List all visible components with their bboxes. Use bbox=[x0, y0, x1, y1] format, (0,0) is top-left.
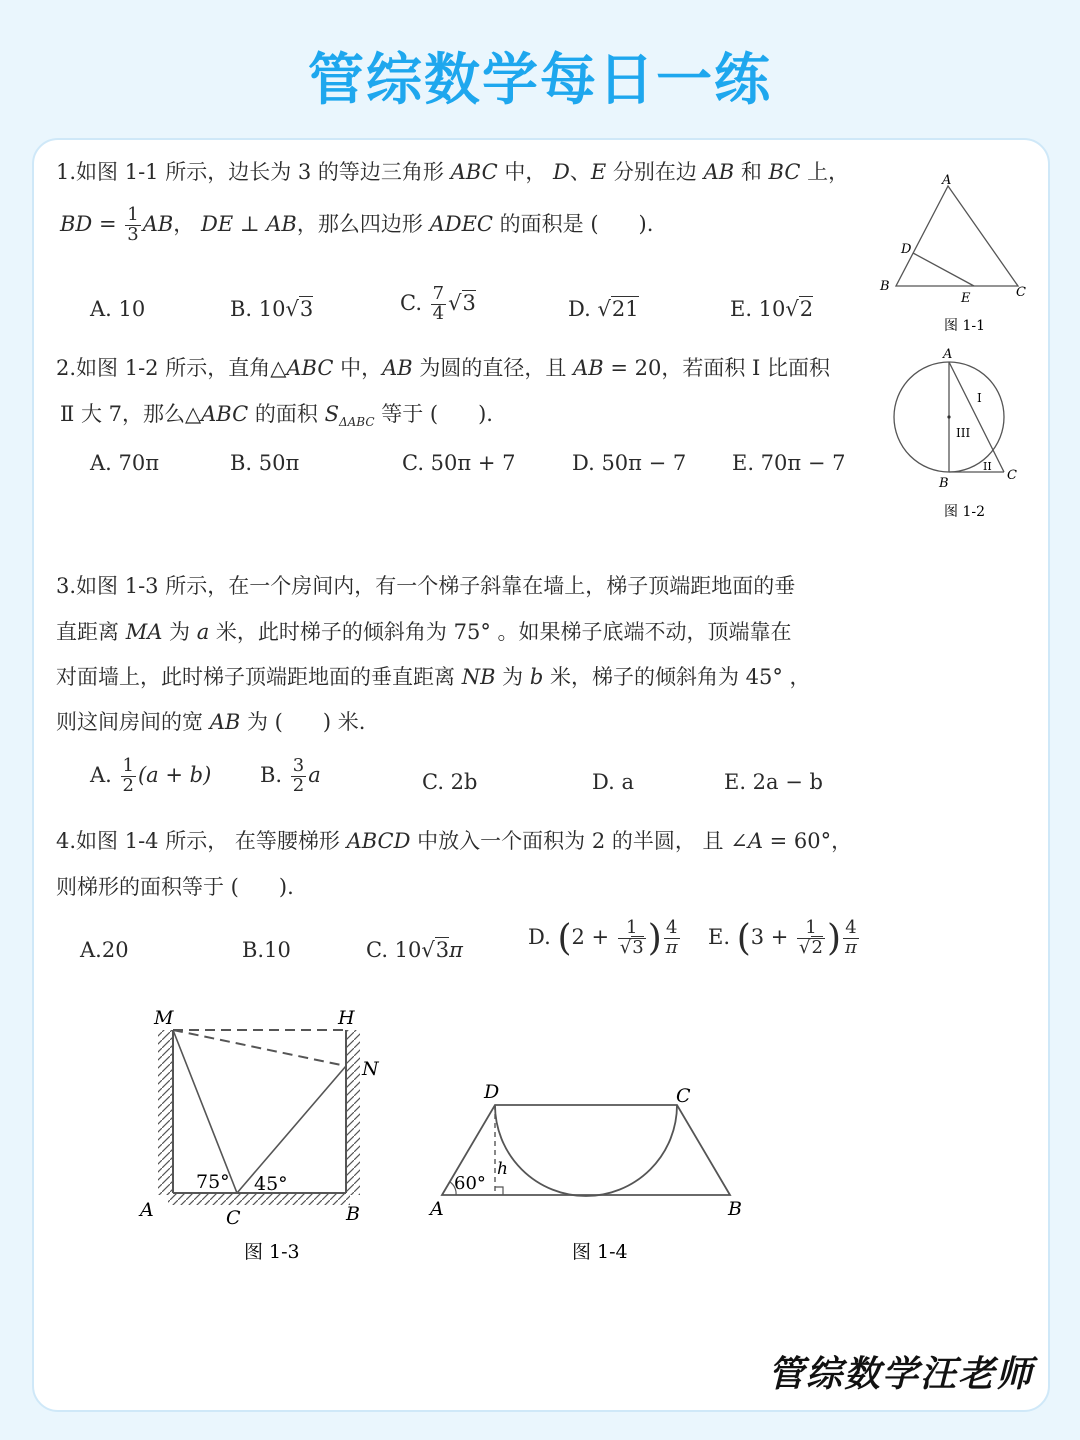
angle-75: 75° bbox=[196, 1171, 230, 1193]
q1-option-d: D. √21 bbox=[568, 297, 639, 321]
segment-ac bbox=[949, 362, 1004, 472]
q2-option-b: B. 50π bbox=[230, 451, 300, 475]
q2-line1: 2.如图 1-2 所示，直角△ABC 中，AB 为圆的直径，且 AB = 20，若面积 Ⅰ 比面积 bbox=[56, 356, 831, 380]
author-signature: 管综数学汪老师 bbox=[768, 1353, 1035, 1395]
ladder-mc bbox=[173, 1030, 237, 1193]
fraction: $\frac{1}{3}$ bbox=[127, 204, 139, 245]
left-wall-hatch bbox=[158, 1030, 172, 1195]
q4-option-b: B.10 bbox=[242, 938, 291, 962]
q3-option-b: B. $\frac{3}{2}$ a bbox=[260, 755, 321, 796]
caption-1-3: 图 1-3 bbox=[244, 1241, 300, 1263]
dashed-mn bbox=[173, 1030, 346, 1066]
q4-line1: 4.如图 1-4 所示， 在等腰梯形 ABCD 中放入一个面积为 2 的半圆， 且 ∠A = 60°， bbox=[56, 829, 853, 853]
q3-option-a: A. $\frac{1}{2}$ (a + b) bbox=[90, 755, 212, 796]
segment-de bbox=[913, 253, 974, 286]
figure-1-1 bbox=[870, 170, 1040, 340]
label-a: A bbox=[430, 1198, 444, 1220]
q4-option-d: D. (2 + $\frac{1}{√3}$ ) $\frac{4}{\pi}$ bbox=[528, 917, 678, 959]
label-b: B bbox=[346, 1203, 360, 1225]
caption-1-2: 图 1-2 bbox=[944, 504, 985, 520]
q1-option-a: A. 10 bbox=[90, 297, 146, 321]
region-2: II bbox=[983, 460, 992, 473]
caption-1-1: 图 1-1 bbox=[944, 318, 985, 334]
label-c: C bbox=[1016, 285, 1026, 300]
label-b: B bbox=[728, 1198, 742, 1220]
label-a: A bbox=[943, 347, 953, 362]
label-h: h bbox=[497, 1159, 508, 1179]
figure-1-4 bbox=[420, 1070, 760, 1270]
q2-line2: Ⅱ 大 7，那么△ABC 的面积 $S_{\Delta ABC}$ 等于 ( ). bbox=[60, 402, 493, 429]
label-n: N bbox=[362, 1058, 379, 1080]
label-b: B bbox=[880, 279, 890, 294]
angle-45: 45° bbox=[254, 1173, 288, 1195]
q1-line2: BD = $\frac{1}{3}$ AB， DE ⊥ AB，那么四边形 ADEC 的面积是 ( ). bbox=[60, 204, 654, 245]
q2-option-a: A. 70π bbox=[90, 451, 160, 475]
label-d: D bbox=[901, 242, 912, 257]
region-3: III bbox=[956, 426, 971, 440]
caption-1-4: 图 1-4 bbox=[572, 1241, 628, 1263]
q2-option-c: C. 50π + 7 bbox=[402, 451, 516, 475]
q3-line4: 则这间房间的宽 AB 为 ( ) 米. bbox=[56, 710, 366, 734]
q4-option-c: C. 10√3π bbox=[366, 938, 463, 962]
region-1: I bbox=[977, 391, 982, 405]
q3-option-c: C. 2b bbox=[422, 770, 478, 794]
figure-1-3 bbox=[130, 1000, 400, 1270]
center-point bbox=[947, 415, 950, 418]
q1-option-b: B. 10√3 bbox=[230, 297, 314, 321]
q3-line1: 3.如图 1-3 所示，在一个房间内，有一个梯子斜靠在墙上，梯子顶端距地面的垂 bbox=[56, 574, 796, 598]
q4-option-a: A.20 bbox=[80, 938, 129, 962]
page-title: 管综数学每日一练 bbox=[308, 48, 772, 113]
angle-60: 60° bbox=[454, 1173, 486, 1194]
q1-line1: 1.如图 1-1 所示，边长为 3 的等边三角形 ABC 中， D、E 分别在边 AB 和 BC 上， bbox=[56, 160, 850, 184]
label-m: M bbox=[154, 1007, 174, 1029]
q4-option-e: E. (3 + $\frac{1}{√2}$ ) $\frac{4}{\pi}$ bbox=[708, 917, 857, 959]
q2-option-e: E. 70π − 7 bbox=[732, 451, 846, 475]
q4-line2: 则梯形的面积等于 ( ). bbox=[56, 875, 294, 899]
right-angle-mark bbox=[495, 1187, 503, 1195]
q2-option-d: D. 50π − 7 bbox=[572, 451, 687, 475]
label-e: E bbox=[961, 291, 971, 306]
right-wall-hatch bbox=[346, 1030, 360, 1195]
q3-line3: 对面墙上，此时梯子顶端距地面的垂直距离 NB 为 b 米，梯子的倾斜角为 45° ， bbox=[56, 665, 811, 689]
label-c: C bbox=[676, 1085, 691, 1107]
triangle-abc bbox=[896, 186, 1018, 286]
label-a: A bbox=[140, 1199, 154, 1221]
semicircle bbox=[495, 1105, 677, 1196]
label-a: A bbox=[942, 173, 952, 188]
label-b: B bbox=[939, 476, 949, 491]
q3-option-d: D. a bbox=[592, 770, 634, 794]
q1-option-e: E. 10√2 bbox=[730, 297, 814, 321]
q3-option-e: E. 2a − b bbox=[724, 770, 823, 794]
label-c: C bbox=[1007, 468, 1017, 483]
q3-line2: 直距离 MA 为 a 米，此时梯子的倾斜角为 75° 。如果梯子底端不动，顶端靠在 bbox=[56, 620, 792, 644]
figure-1-2 bbox=[880, 340, 1030, 530]
label-c: C bbox=[226, 1207, 241, 1229]
q1-option-c: C. $\frac{7}{4}$ √3 bbox=[400, 283, 476, 324]
label-d: D bbox=[484, 1081, 500, 1103]
label-h: H bbox=[338, 1007, 355, 1029]
